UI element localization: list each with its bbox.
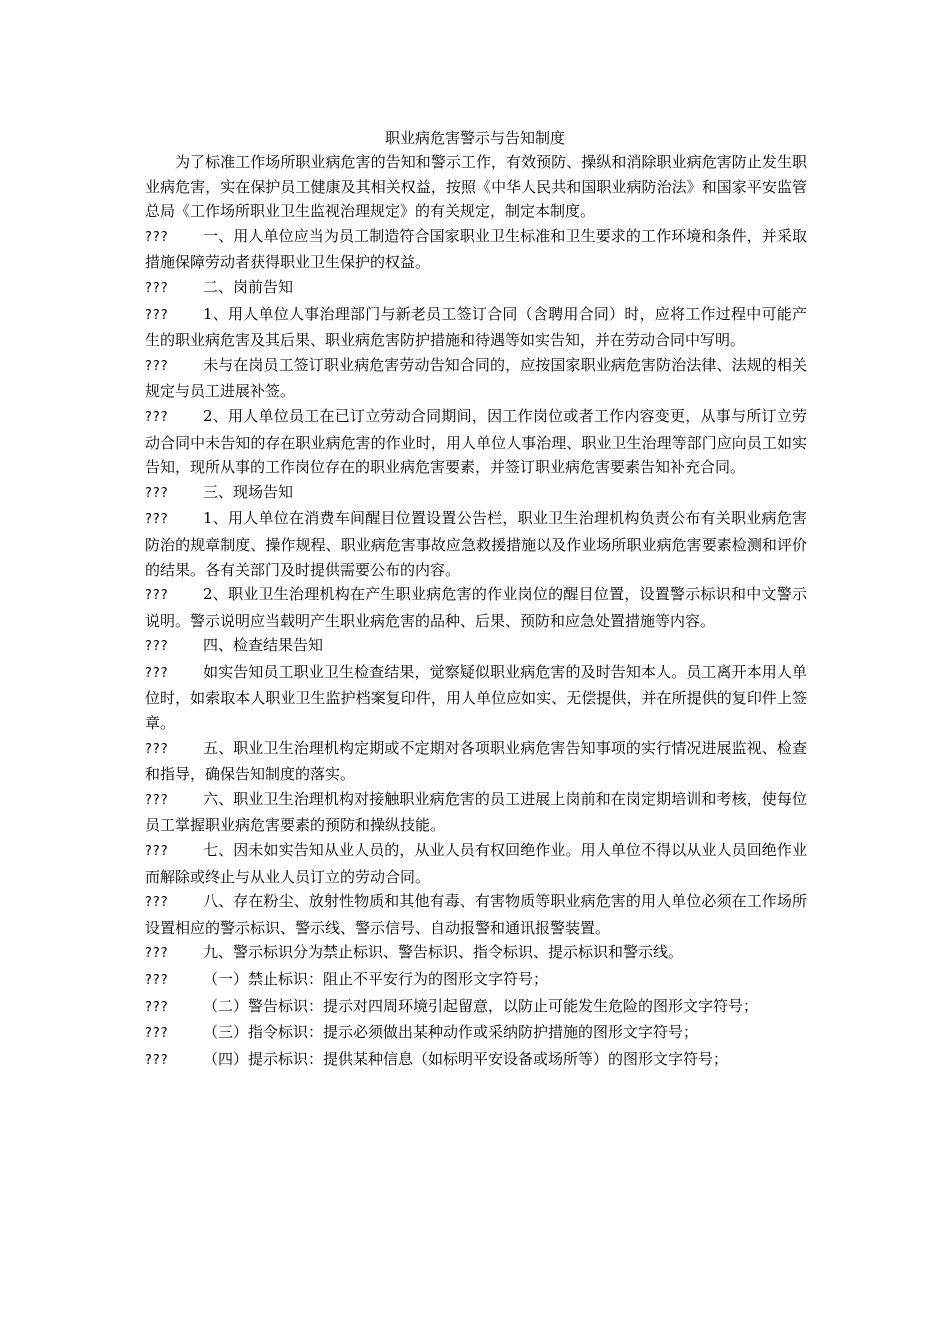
paragraph-text: 1、用人单位在消费车间醒目位置设置公告栏，职业卫生治理机构负责公布有关职业病危害防治的规章制度、操作规程、职业病危害事故应急救援措施以及作业场所职业病危害要素检测和评价的结果。各有关部门及时提供需要公布的内容。 <box>145 509 807 579</box>
paragraph-marker: ??? <box>145 512 169 528</box>
paragraph-text: 八、存在粉尘、放射性物质和其他有毒、有害物质等职业病危害的用人单位必须在工作场所设置相应的警示标识、警示线、警示信号、自动报警和通讯报警装置。 <box>145 892 807 937</box>
paragraph-text: 1、用人单位人事治理部门与新老员工签订合同（含聘用合同）时，应将工作过程中可能产生的职业病危害及其后果、职业病危害防护措施和待遇等如实告知，并在劳动合同中写明。 <box>145 304 807 350</box>
section-heading <box>145 275 807 302</box>
paragraph <box>145 838 807 889</box>
paragraph-marker: ??? <box>145 973 169 988</box>
paragraph-marker: ??? <box>145 999 169 1015</box>
paragraph <box>145 506 807 582</box>
section-heading <box>145 633 807 660</box>
paragraph-marker: ??? <box>145 844 169 860</box>
paragraph <box>145 736 807 787</box>
paragraph-text: 2、职业卫生治理机构在产生职业病危害的作业岗位的醒目位置，设置警示标识和中文警示说明。警示说明应当载明产生职业病危害的品种、后果、预防和应急处置措施等内容。 <box>145 585 807 630</box>
paragraph-marker: ??? <box>145 792 169 808</box>
paragraph-text: 六、职业卫生治理机构对接触职业病危害的员工进展上岗前和在岗定期培训和考核，使每位员工掌握职业病危害要素的预防和操纵技能。 <box>145 789 807 835</box>
paragraph <box>145 224 807 275</box>
paragraph-marker: ??? <box>145 895 169 911</box>
paragraph-marker: ??? <box>145 409 169 425</box>
paragraph <box>145 404 807 480</box>
paragraph <box>145 302 807 353</box>
paragraph-marker: ??? <box>145 1026 169 1042</box>
paragraph-text: 未与在岗员工签订职业病危害劳动告知合同的，应按国家职业病危害防治法律、法规的相关规定与员工进展补签。 <box>145 355 807 401</box>
paragraph-marker: ??? <box>145 639 169 655</box>
paragraph-marker: ??? <box>145 1052 169 1068</box>
paragraph-text: 2、用人单位员工在已订立劳动合同期间，因工作岗位或者工作内容变更，从事与所订立劳动合同中未告知的存在职业病危害的作业时，用人单位人事治理、职业卫生治理等部门应向员工如实告知，现所从事的工作岗位存在的职业病危害要素，并签订职业病危害要素告知补充合同。 <box>145 406 807 477</box>
list-item <box>145 1047 807 1074</box>
paragraph <box>145 660 807 736</box>
list-item <box>145 967 807 994</box>
paragraph-text: 如实告知员工职业卫生检查结果，觉察疑似职业病危害的及时告知本人。员工离开本用人单位时，如索取本人职业卫生监护档案复印件，用人单位应如实、无偿提供，并在所提供的复印件上签章。 <box>145 662 807 733</box>
paragraph-marker: ??? <box>145 665 169 681</box>
document-title: 职业病危害警示与告知制度 <box>384 129 565 147</box>
paragraph-text: 九、警示标识分为禁止标识、警告标识、指令标识、提示标识和警示线。 <box>203 943 684 962</box>
paragraph <box>145 787 807 838</box>
paragraph <box>145 940 807 967</box>
paragraph-marker: ??? <box>145 741 169 757</box>
intro-paragraph: 为了标准工作场所职业病危害的告知和警示工作，有效预防、操纵和消除职业病危害防止发生职业病危害，实在保护员工健康及其相关权益，按照《中华人民共和国职业病防治法》和国家平安监管总局《工作场所职业卫生监视治理规定》的有关规定，制定本制度。 <box>145 153 807 221</box>
paragraph <box>145 582 807 633</box>
paragraph <box>145 353 807 404</box>
paragraph-marker: ??? <box>145 588 169 604</box>
paragraph-marker: ??? <box>145 358 169 374</box>
paragraph-text: 五、职业卫生治理机构定期或不定期对各项职业病危害告知事项的实行情况进展监视、检查和指导，确保告知制度的落实。 <box>145 738 807 784</box>
document-body <box>145 150 807 1073</box>
paragraph-text: 四、检查结果告知 <box>203 636 324 655</box>
paragraph-text: （三）指令标识：提示必须做出某种动作或采纳防护措施的图形文字符号； <box>203 1023 699 1042</box>
paragraph <box>145 889 807 940</box>
paragraph-text: 二、岗前告知 <box>203 277 294 296</box>
paragraph-marker: ??? <box>145 280 169 296</box>
paragraph-text: （二）警告标识：提示对四周环境引起留意，以防止可能发生危险的图形文字符号； <box>203 996 759 1015</box>
paragraph-text: （一）禁止标识：阻止不平安行为的图形文字符号； <box>203 970 549 988</box>
list-item <box>145 994 807 1021</box>
paragraph-text: 三、现场告知 <box>203 482 294 501</box>
paragraph-marker: ??? <box>145 485 169 501</box>
paragraph-marker: ??? <box>145 229 169 245</box>
section-heading <box>145 480 807 507</box>
paragraph-text: （四）提示标识：提供某种信息（如标明平安设备或场所等）的图形文字符号； <box>203 1049 729 1068</box>
list-item <box>145 1020 807 1047</box>
paragraph-text: 七、因未如实告知从业人员的，从业人员有权回绝作业。用人单位不得以从业人员回绝作业而解除或终止与从业人员订立的劳动合同。 <box>145 841 807 886</box>
paragraph-marker: ??? <box>145 946 169 962</box>
paragraph-text: 一、用人单位应当为员工制造符合国家职业卫生标准和卫生要求的工作环境和条件，并采取措施保障劳动者获得职业卫生保护的权益。 <box>145 226 807 272</box>
paragraph-marker: ??? <box>145 307 169 323</box>
